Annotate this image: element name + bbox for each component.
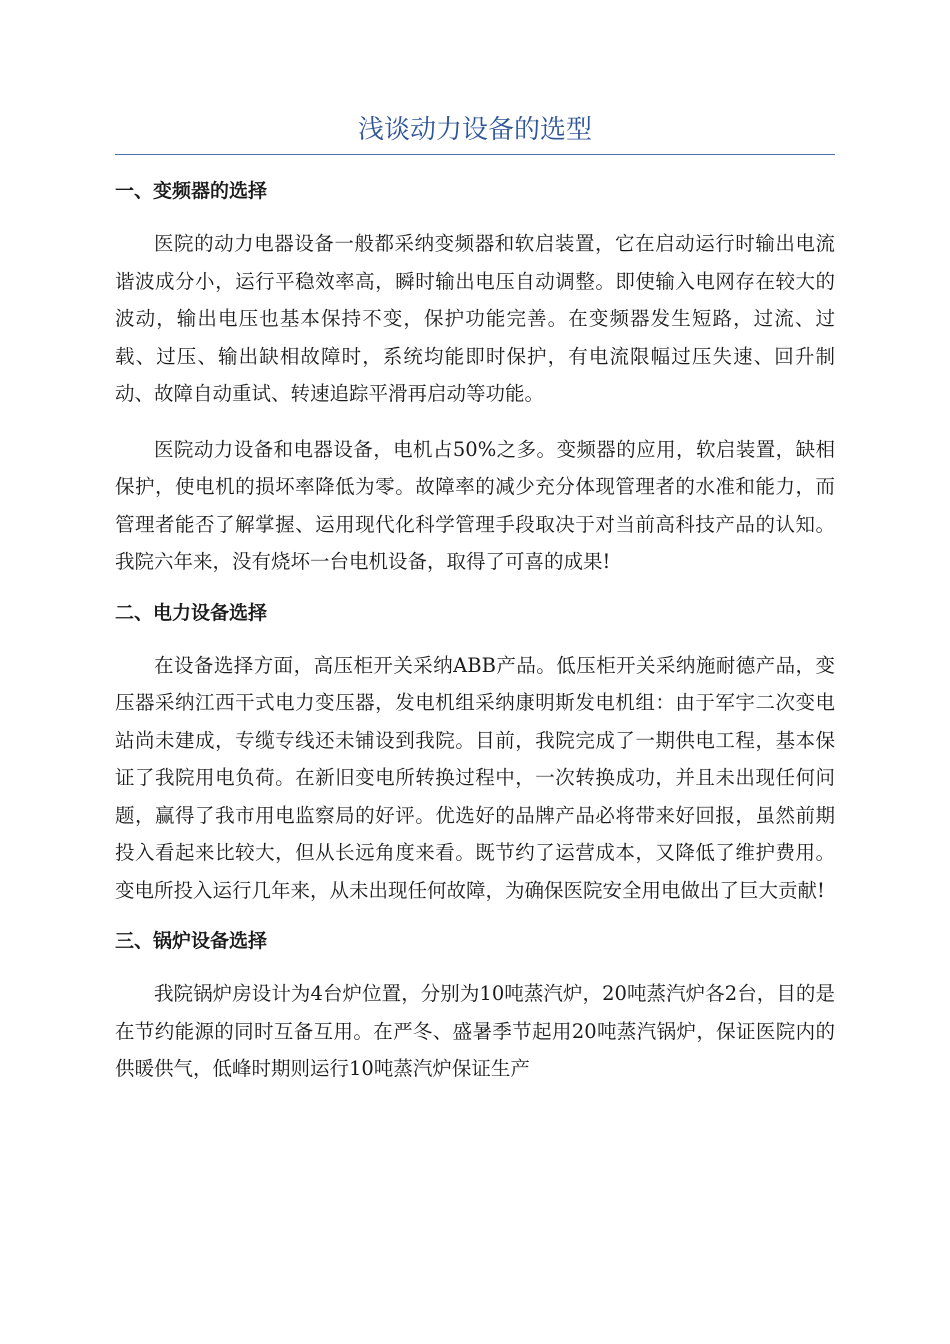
body-paragraph: 我院锅炉房设计为4台炉位置，分别为10吨蒸汽炉，20吨蒸汽炉各2台，目的是在节约能源的同时互备互用。在严冬、盛暑季节起用20吨蒸汽锅炉，保证医院内的供暖供气，低峰时期则运行10吨蒸汽炉保证生产: [115, 982, 835, 1080]
document-page: [115, 110, 835, 1106]
body-paragraph: 在设备选择方面，高压柜开关采纳ABB产品。低压柜开关采纳施耐德产品，变压器采纳江西干式电力变压器，发电机组采纳康明斯发电机组：由于军宇二次变电站尚未建成，专缆专线还未铺设到我院。目前，我院完成了一期供电工程，基本保证了我院用电负荷。在新旧变电所转换过程中，一次转换成功，并且未出现任何问题，赢得了我市用电监察局的好评。优选好的品牌产品必将带来好回报，虽然前期投入看起来比较大，但从长远角度来看。既节约了运营成本，又降低了维护费用。变电所投入运行几年来，从未出现任何故障，为确保医院安全用电做出了巨大贡献!: [115, 653, 835, 902]
title-underline: [115, 154, 835, 155]
section-heading: 三、锅炉设备选择: [115, 930, 268, 952]
body-paragraph: 医院动力设备和电器设备，电机占50%之多。变频器的应用，软启装置，缺相保护，使电机的损坏率降低为零。故障率的减少充分体现管理者的水准和能力，而管理者能否了解掌握、运用现代化科学管理手段取决于对当前高科技产品的认知。我院六年来，没有烧坏一台电机设备，取得了可喜的成果!: [115, 437, 835, 573]
section-boiler: [115, 927, 835, 1088]
section-inverter: [115, 177, 835, 581]
section-heading: 二、电力设备选择: [115, 601, 268, 624]
body-paragraph: 医院的动力电器设备一般都采纳变频器和软启装置，它在启动运行时输出电流谐波成分小，运行平稳效率高，瞬时输出电压自动调整。即使输入电网存在较大的波动，输出电压也基本保持不变，保护功能完善。在变频器发生短路，过流、过载、过压、输出缺相故障时，系统均能即时保护，有电流限幅过压失速、回升制动、故障自动重试、转速追踪平滑再启动等功能。: [115, 232, 835, 405]
section-power-equipment: [115, 599, 835, 910]
document-title: 浅谈动力设备的选型: [357, 115, 592, 145]
section-heading: 一、变频器的选择: [115, 180, 268, 202]
